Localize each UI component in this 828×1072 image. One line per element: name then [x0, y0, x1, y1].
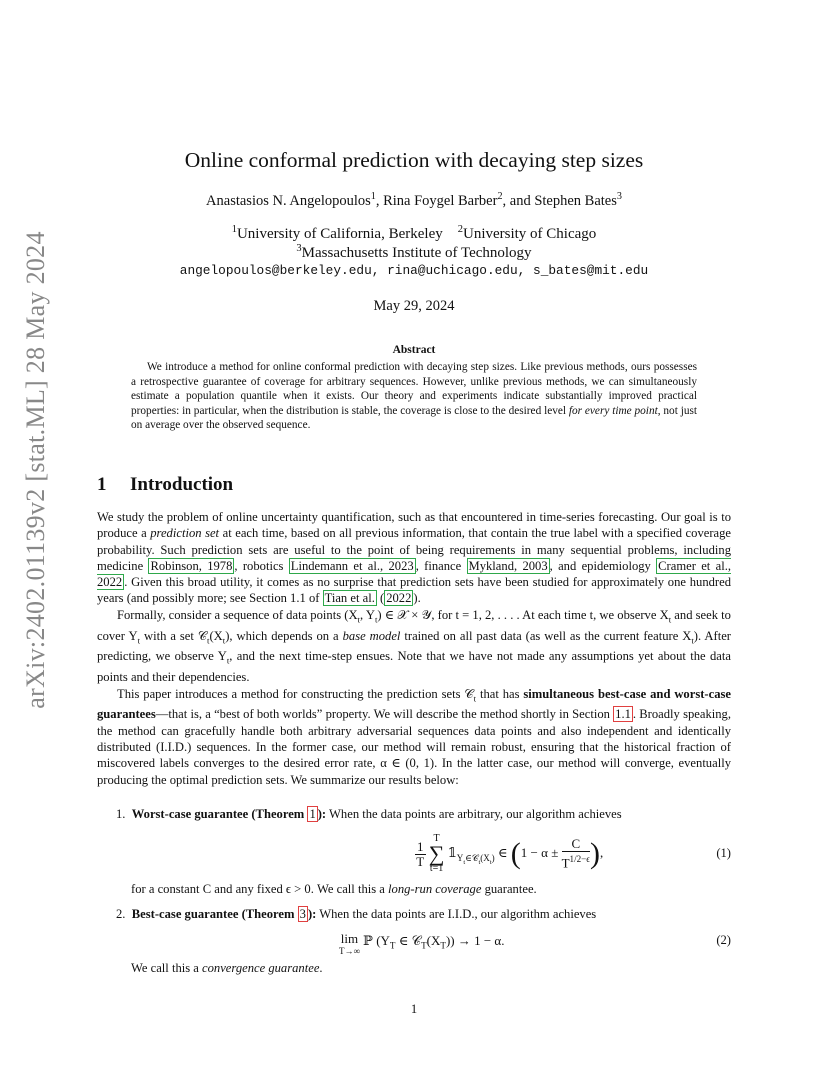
- paragraph-3: This paper introduces a method for constructing the prediction sets 𝒞$_t$ that has simultaneous best-case and worst-case guarantees—that is, a “best of both worlds” property. We will describe the method shortly in Section 1.1 . Broadly speaking, the method can gracefully handle both arbitrary adversarial sequences data points and also independent and identically distributed (I.I.D.) sequences. In the former case, our method will remain robust, ensuring that the historical fraction of miscovered labels converges to the desired error rate, α ∈ (0, 1). In the latter case, our method will converge, eventually producing the optimal prediction sets. We summarize our results below:: [97, 686, 731, 787]
- citation-link[interactable]: 2022: [386, 591, 412, 606]
- citation-link[interactable]: Cramer et al., 2022: [97, 558, 731, 590]
- citation-link[interactable]: Mykland, 2003: [468, 558, 548, 573]
- affiliation-ucb: University of California, Berkeley: [236, 226, 443, 242]
- abstract-heading: Abstract: [392, 344, 436, 356]
- equation-1-math: $\frac{1}{T}$ T ∑ t=1 $𝟙_{Y_t\in 𝒞_t(X_t)}$ ∈ (1 − α ± $\frac{C}{T^{1/2-\epsilon}}$ ),: [416, 833, 604, 874]
- author-3: Stephen Bates: [534, 192, 617, 209]
- arxiv-identifier-text: arXiv:2402.01139v2 [stat.ML] 28 May 2024: [21, 231, 50, 709]
- page-number: 1: [410, 1002, 418, 1016]
- list-item-best-case: 2. Best-case guarantee (Theorem 3 ): When the data points are I.I.D., our algorithm achieves: [116, 907, 597, 921]
- affiliation-line-1: $^1$University of California, Berkeley $^2$University of Chicago: [231, 224, 597, 242]
- convergence-guarantee-text: We call this a convergence guarantee.: [131, 961, 323, 975]
- section-title: Introduction: [130, 474, 234, 495]
- abstract-emphasis: for every time point: [568, 404, 658, 417]
- affiliation-mit: Massachusetts Institute of Technology: [301, 245, 532, 261]
- paper-title: Online conformal prediction with decaying step sizes: [184, 148, 644, 172]
- citation-link[interactable]: Lindemann et al., 2023: [290, 558, 414, 573]
- equation-1-number: (1): [716, 846, 731, 860]
- author-list: Anastasios N. Angelopoulos$^1$, Rina Foygel Barber$^2$, and Stephen Bates$^3$: [206, 191, 622, 209]
- section-heading: [97, 474, 233, 496]
- citation-link[interactable]: Robinson, 1978: [150, 558, 233, 573]
- equation-2-math: lim T→∞ ℙ ($Y_T$ ∈ $𝒞_T(X_T)) \to 1 - \alpha$.: [339, 931, 505, 956]
- section-number: 1: [97, 474, 107, 495]
- equation-2-number: (2): [716, 933, 731, 947]
- list-item-worst-case: 1. Worst-case guarantee (Theorem 1 ): When the data points are arbitrary, our algorithm achieves: [116, 807, 622, 821]
- author-1: Anastasios N. Angelopoulos: [206, 192, 371, 209]
- equation-2: [97, 933, 731, 963]
- section-reference-link[interactable]: 1.1: [615, 707, 631, 722]
- paragraph-2: Formally, consider a sequence of data points ($X_t$, $Y_t$) ∈ 𝒳 × 𝒴, for t = 1, 2, . . . . At each time t, we observe $X_t$ and seek to cover $Y_t$ with a set $𝒞_t(X_t)$, which depends on a base model trained on all past data (as well as the current feature $X_t$). After predicting, we observe $Y_t$, and the next time-step ensues. Note that we have not made any assumptions yet about the data points and their dependencies.: [97, 607, 731, 685]
- citation-link[interactable]: Tian et al.: [324, 591, 375, 606]
- author-emails[interactable]: angelopoulos@berkeley.edu, rina@uchicago.edu, s_bates@mit.edu: [179, 263, 649, 278]
- affiliation-line-2: $^3$Massachusetts Institute of Technology: [296, 243, 532, 261]
- affiliation-uchicago: University of Chicago: [462, 226, 597, 242]
- arxiv-identifier-sidebar: [14, 231, 58, 709]
- theorem-reference-link[interactable]: 1: [309, 807, 316, 821]
- equation-1: [97, 832, 731, 878]
- paper-date: May 29, 2024: [373, 298, 455, 314]
- theorem-reference-link[interactable]: 3: [299, 907, 306, 921]
- paragraph-1: We study the problem of online uncertainty quantification, such as that encountered in time-series forecasting. Our goal is to produce a prediction set at each time, based on all previous information, that contain the true label with a specified coverage probability. Such prediction sets are useful to the point of being requirements in many sequential problems, including medicine Robinson, 1978 , robotics Lindemann et al., 2023 , finance Mykland, 2003 , and epidemiology Cramer et al., 2022 . Given this broad utility, it comes as no surprise that prediction sets have been studied for approximately one hundred years (and possibly more; see Section 1.1 of Tian et al. ( 2022 ).: [97, 510, 732, 606]
- author-2: Rina Foygel Barber: [383, 192, 498, 209]
- long-run-coverage-text: for a constant C and any fixed ϵ > 0. We call this a long-run coverage guarantee.: [131, 882, 537, 896]
- abstract-body: We introduce a method for online conformal prediction with decaying step sizes. Like previous methods, ours possesses a retrospective guarantee of coverage for arbitrary sequences. However, unlike previous methods, we can simultaneously estimate a population quantile when it exists. Our theory and experiments indicate substantially improved practical properties: in particular, when the distribution is stable, the coverage is close to the desired level for every time point, not just on average over the observed sequence.: [131, 361, 698, 431]
- introduction-body: [97, 509, 731, 788]
